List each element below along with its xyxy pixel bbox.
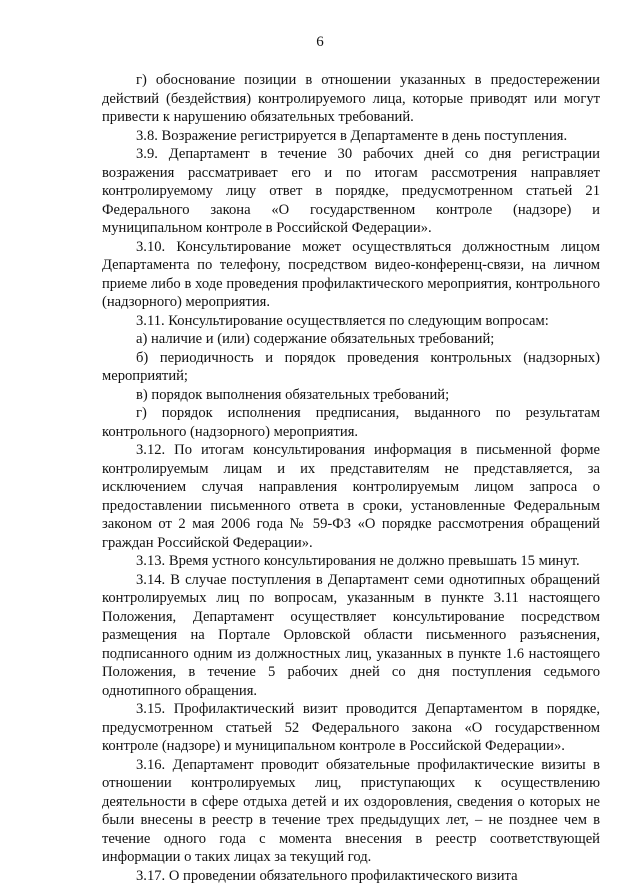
list-item-a: а) наличие и (или) содержание обязательных требований; [136, 331, 495, 347]
paragraph-3-14: 3.14. В случае поступления в Департамент семи однотипных обращений контролируемых лиц по вопросам, указанным в пункте 3.11 настоящего Положения, Департамент осуществляет консультирование посредством размещения на Портале Орловской области письменного разъяснения, подписанного одним из должностных лиц, указанных в пункте 1.6 настоящего Положения, в течение 5 рабочих дней со дня поступления седьмого однотипного обращения. [102, 571, 600, 699]
paragraph-g-objection-grounds: г) обоснование позиции в отношении указанных в предостережении действий (бездействия) контролируемого лица, которые приводят или могут привести к нарушению обязательных требований. [102, 72, 600, 125]
list-item-g: г) порядок исполнения предписания, выданного по результатам контрольного (надзорного) мероприятия. [102, 405, 600, 440]
paragraph-3-13: 3.13. Время устного консультирования не должно превышать 15 минут. [136, 553, 580, 569]
list-item-b: б) периодичность и порядок проведения контрольных (надзорных) мероприятий; [102, 349, 600, 384]
paragraph-3-12: 3.12. По итогам консультирования информация в письменной форме контролируемым лицам и их представителям не представляется, за исключением случая направления контролируемым лицом запроса о предоставлении письменного ответа в сроки, установленные Федеральным законом от 2 мая 2006 года № 59-ФЗ «О порядке рассмотрения обращений граждан Российской Федерации». [102, 442, 600, 551]
document-body [102, 71, 600, 885]
paragraph-3-11: 3.11. Консультирование осуществляется по следующим вопросам: [136, 312, 549, 329]
paragraph-3-9: 3.9. Департамент в течение 30 рабочих дней со дня регистрации возражения рассматривает его и по итогам рассмотрения направляет контролируемому лицу ответ в порядке, предусмотренном статьей 21 Федерального закона «О государственном контроле (надзоре) и муниципальном контроле в Российской Федерации». [102, 146, 600, 236]
paragraph-3-8: 3.8. Возражение регистрируется в Департаменте в день поступления. [136, 127, 568, 144]
list-item-v: в) порядок выполнения обязательных требований; [136, 386, 450, 403]
page-number: 6 [316, 34, 324, 50]
paragraph-3-15: 3.15. Профилактический визит проводится Департаментом в порядке, предусмотренном статьей 52 Федерального закона «О государственном контроле (надзоре) и муниципальном контроле в Российской Федерации». [102, 701, 600, 754]
paragraph-3-10: 3.10. Консультирование может осуществляться должностным лицом Департамента по телефону, посредством видео-конференц-связи, на личном приеме либо в ходе проведения профилактического мероприятия, контрольного (надзорного) мероприятия. [102, 238, 600, 310]
paragraph-3-16: 3.16. Департамент проводит обязательные профилактические визиты в отношении контролируемых лиц, приступающих к осуществлению деятельности в сфере отдыха детей и их оздоровления, сведения о которых не были внесены в реестр в течение трех предыдущих лет, – не позднее чем в течение одного года с момента внесения в реестр соответствующей информации о таких лицах за текущий год. [102, 756, 600, 865]
paragraph-3-17: 3.17. О проведении обязательного профилактического визита [136, 867, 518, 884]
